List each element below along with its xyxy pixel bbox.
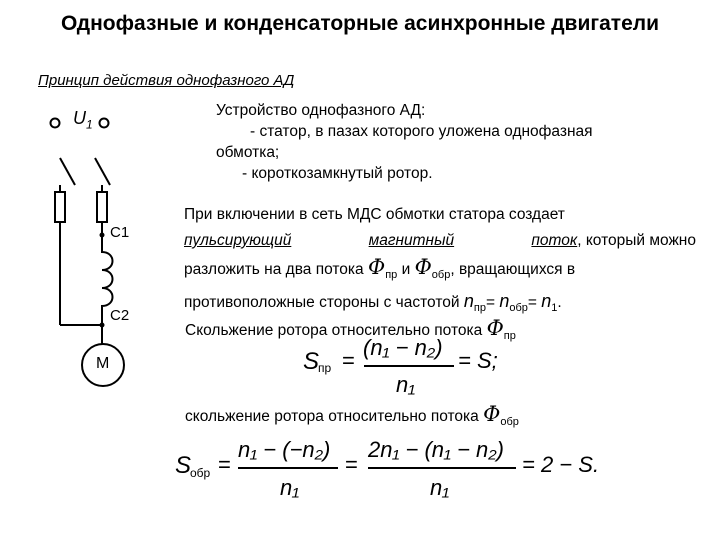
device-item-stator-cont: обмотка; <box>216 144 280 161</box>
supply-voltage-label: $U_1$ <box>73 108 93 132</box>
section-subtitle: Принцип действия однофазного АД <box>38 72 295 89</box>
para-line-2: пульсирующий магнитный поток, который можно <box>184 232 696 249</box>
switch-left <box>60 158 75 185</box>
para-line-3: разложить на два потока $\Phi_{пр}$ и $\Phi_{обр}$, вращающихся в <box>184 255 576 282</box>
terminal-right <box>100 119 109 128</box>
device-heading: Устройство однофазного АД: <box>216 102 426 119</box>
c1-label: C1 <box>110 224 130 241</box>
switch-right <box>95 158 110 185</box>
para-line-4: противоположные стороны с частотой $n_{пр}= n_{обр}= n_1$. <box>184 291 562 315</box>
principle-paragraph <box>184 202 696 321</box>
page-title: Однофазные и конденсаторные асинхронные двигатели <box>60 12 660 35</box>
terminal-left <box>51 119 60 128</box>
fuse-left <box>55 192 65 222</box>
device-item-stator: - статор, в пазах которого уложена однофазная <box>250 123 593 140</box>
c2-label: C2 <box>110 307 130 324</box>
para-line-1: При включении в сеть МДС обмотки статора создает <box>184 206 565 223</box>
device-item-rotor: - короткозамкнутый ротор. <box>242 165 433 182</box>
slip-backward-caption: скольжение ротора относительно потока $\Phi_{обр}$ <box>185 402 519 429</box>
motor-label: M <box>96 355 110 372</box>
device-description <box>216 100 686 184</box>
slip-forward-caption: Скольжение ротора относительно потока $\Phi_{пр}$ <box>185 316 516 343</box>
fuse-right <box>97 192 107 222</box>
